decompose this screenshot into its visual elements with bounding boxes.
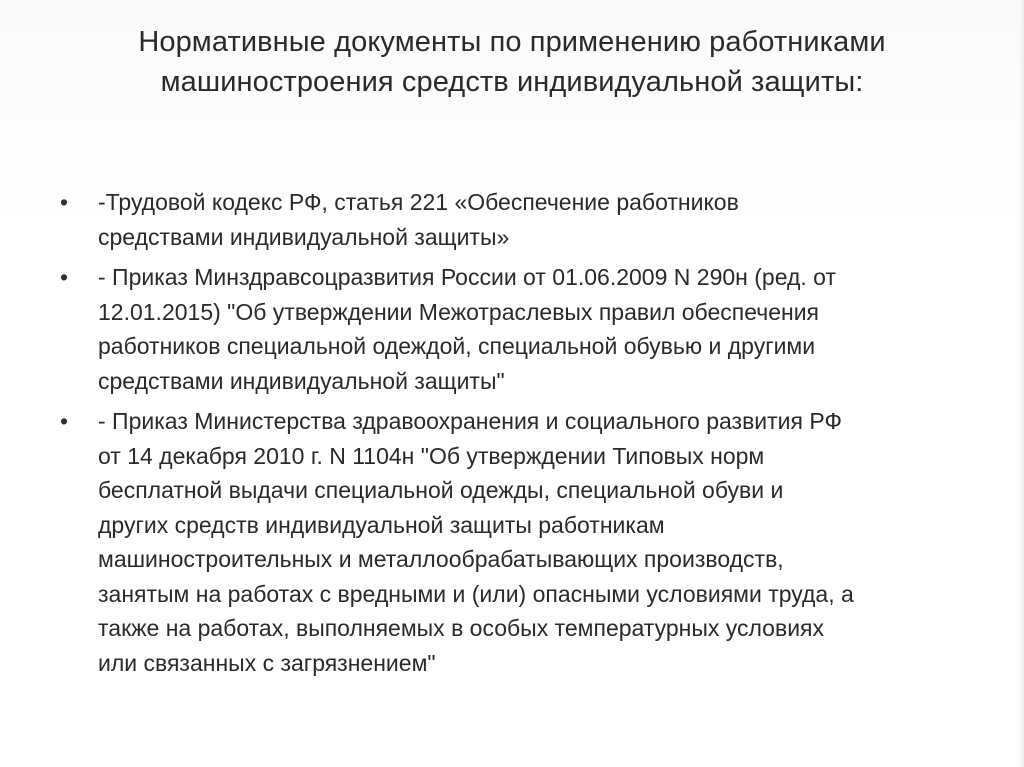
list-item-order-1104n <box>60 404 960 680</box>
list-item-text: -Трудовой кодекс РФ, статья 221 «Обеспечение работников средствами индивидуальной защиты» <box>98 189 739 250</box>
slide-edge-shadow <box>1018 0 1024 767</box>
bullet-icon: • <box>60 408 69 434</box>
list-item-labor-code <box>60 185 960 254</box>
list-item-order-290n <box>60 260 960 398</box>
slide-title: Нормативные документы по применению работниками машиностроения средств индивидуальной защиты: <box>138 26 886 98</box>
list-item-text: - Приказ Минздравсоцразвития России от 01.06.2009 N 290н (ред. от 12.01.2015) "Об утверждении Межотраслевых правил обеспечения работников специальной одеждой, специальной обувью и другими средствами индивидуальной защиты" <box>98 264 836 394</box>
bullet-icon: • <box>60 189 69 215</box>
list-item-text: - Приказ Министерства здравоохранения и социального развития РФ от 14 декабря 2010 г. N 1104н "Об утверждении Типовых норм бесплатной выдачи специальной одежды, специальной обуви и других средств индивидуальной защиты работникам машиностроительных и металлообрабатывающих производств, занятым на работах с вредными и (или) опасными условиями труда, а также на работах, выполняемых в особых температурных условиях или связанных с загрязнением" <box>98 408 854 676</box>
bullet-list <box>60 185 960 686</box>
bullet-icon: • <box>60 264 69 290</box>
